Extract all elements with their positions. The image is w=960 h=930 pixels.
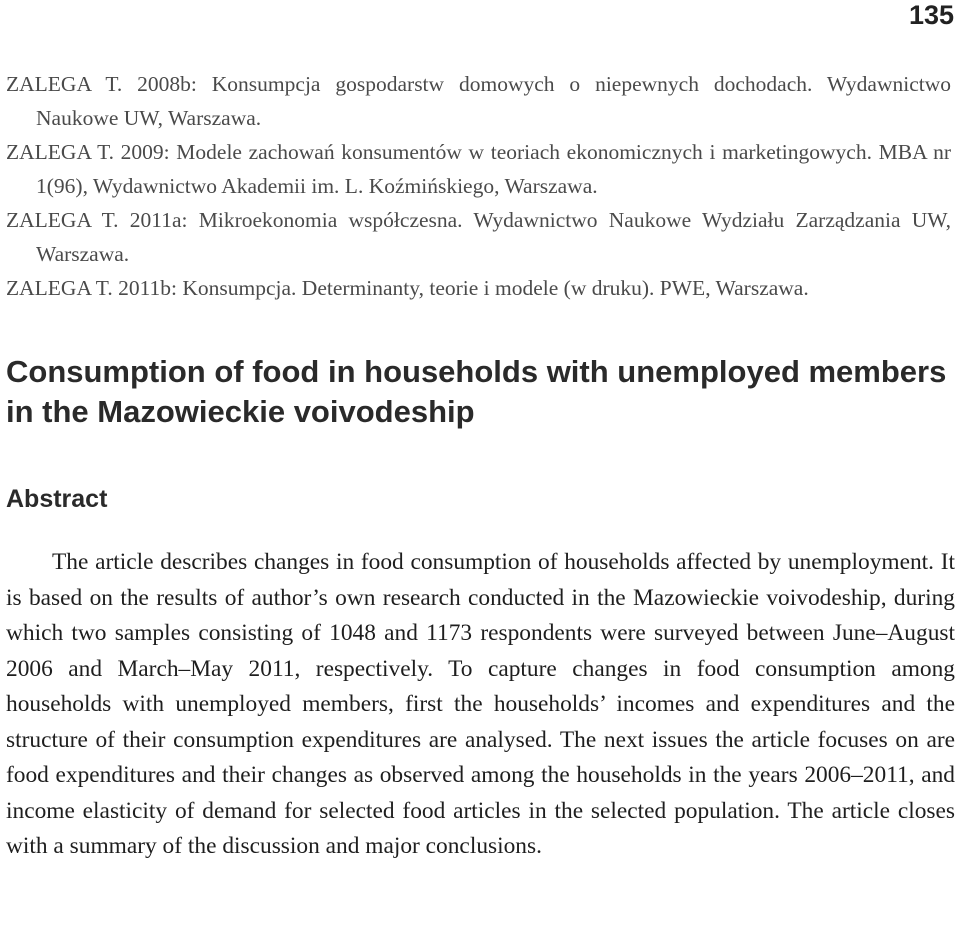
abstract-text: The article describes changes in food consumption of households affected by unemployment. It is based on the results of author’s own research conducted in the Mazowieckie voivodeship, during which two samples consisting of 1048 and 1173 respondents were surveyed between June–August 2006 and March–May 2011, respectively. To capture changes in food consumption among households with unemployed members, first the households’ incomes and expenditures and the structure of their consumption expenditures are analysed. The next issues the article focuses on are food expenditures and their changes as observed among the households in the years 2006–2011, and income elasticity of demand for selected food articles in the selected population. The article closes with a summary of the discussion and major conclusions.	[6, 549, 955, 859]
reference-item: ZALEGA T. 2011a: Mikroekonomia współczesna. Wydawnictwo Naukowe Wydziału Zarządzania UW, Warszawa.	[6, 208, 951, 266]
reference-item: ZALEGA T. 2011b: Konsumpcja. Determinanty, teorie i modele (w druku). PWE, Warszawa.	[6, 276, 809, 300]
reference-item: ZALEGA T. 2009: Modele zachowań konsumentów w teoriach ekonomicznych i marketingowych. MBA nr 1(96), Wydawnictwo Akademii im. L. Koźmińskiego, Warszawa.	[6, 140, 951, 198]
reference-item: ZALEGA T. 2008b: Konsumpcja gospodarstw domowych o niepewnych dochodach. Wydawnictwo Naukowe UW, Warszawa.	[6, 72, 951, 130]
article-title: Consumption of food in households with unemployed members in the Mazowieckie voivodeship	[6, 354, 947, 429]
page-number: 135	[908, 0, 954, 30]
reference-list	[6, 67, 951, 305]
abstract-heading: Abstract	[6, 485, 108, 513]
